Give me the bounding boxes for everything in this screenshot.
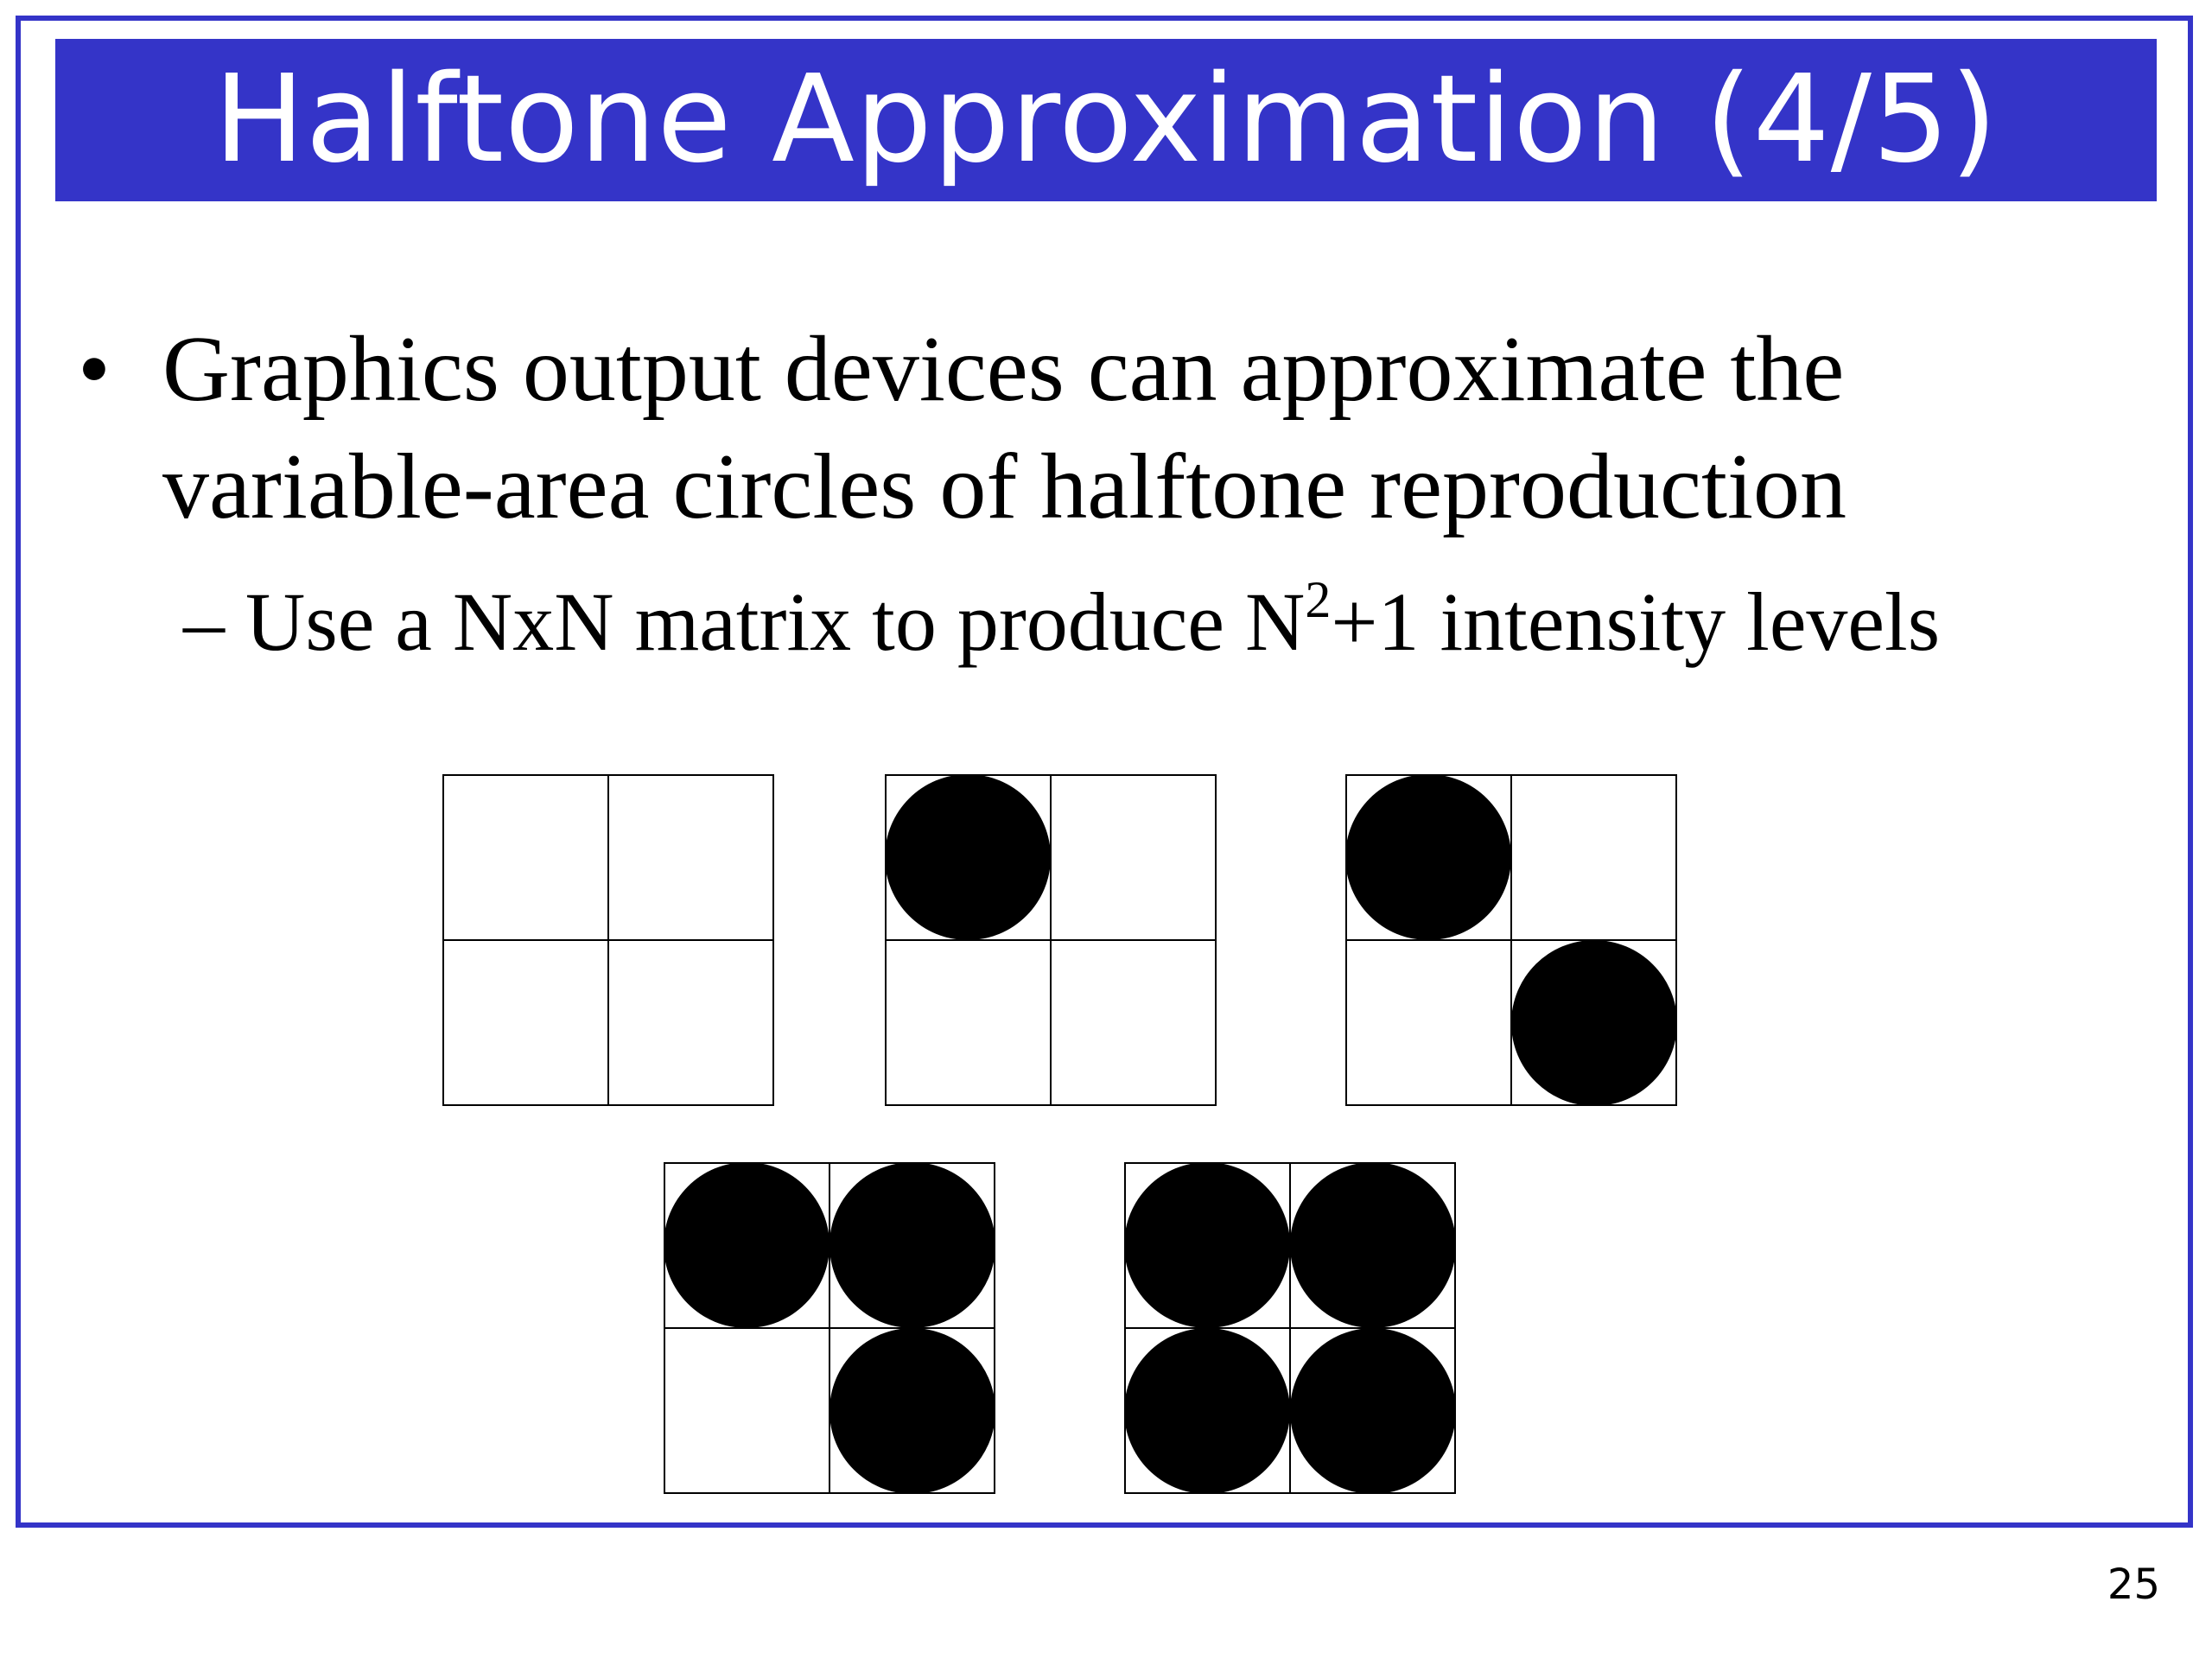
halftone-matrix-level-4 xyxy=(1124,1162,1456,1494)
sub-bullet-text-before: Use a NxN matrix to produce N xyxy=(245,575,1306,668)
halftone-dot xyxy=(830,1328,995,1494)
slide-frame xyxy=(16,16,2193,1528)
sub-bullet-item xyxy=(183,570,2171,674)
halftone-dot xyxy=(830,1162,995,1328)
halftone-matrix-level-0 xyxy=(442,774,774,1106)
page-number: 25 xyxy=(2107,1560,2160,1609)
matrix-svg xyxy=(442,774,774,1106)
matrix-cell xyxy=(443,775,608,940)
halftone-matrix-level-3 xyxy=(664,1162,995,1494)
halftone-dot xyxy=(1345,774,1511,940)
matrix-svg xyxy=(664,1162,995,1494)
halftone-dot xyxy=(1124,1162,1290,1328)
matrix-cell xyxy=(886,940,1051,1105)
matrix-cell xyxy=(1346,940,1511,1105)
matrix-svg xyxy=(1345,774,1677,1106)
halftone-dot xyxy=(1290,1162,1456,1328)
sub-bullet-text-after: +1 intensity levels xyxy=(1331,575,1941,668)
slide-title: Halftone Approximation (4/5) xyxy=(213,49,1999,190)
halftone-matrix-level-1 xyxy=(885,774,1217,1106)
bullet-text: Graphics output devices can approximate the variable-area circles of halftone reproduction xyxy=(162,318,1847,538)
matrix-cell xyxy=(608,775,773,940)
matrix-cell xyxy=(664,1328,830,1493)
halftone-dot xyxy=(664,1162,830,1328)
matrix-cell xyxy=(1051,775,1216,940)
halftone-dot xyxy=(1511,940,1677,1106)
sub-bullet-superscript: 2 xyxy=(1305,571,1332,628)
halftone-dot xyxy=(1124,1328,1290,1494)
halftone-matrix-level-2 xyxy=(1345,774,1677,1106)
matrix-svg xyxy=(1124,1162,1456,1494)
matrix-svg xyxy=(885,774,1217,1106)
matrix-cell xyxy=(1511,775,1676,940)
title-bar xyxy=(55,39,2157,201)
matrix-cell xyxy=(443,940,608,1105)
halftone-dot xyxy=(885,774,1051,940)
halftone-dot xyxy=(1290,1328,1456,1494)
matrix-cell xyxy=(608,940,773,1105)
sub-bullet-dash: – xyxy=(183,575,225,668)
matrix-cell xyxy=(1051,940,1216,1105)
bullet-icon: • xyxy=(78,318,111,421)
